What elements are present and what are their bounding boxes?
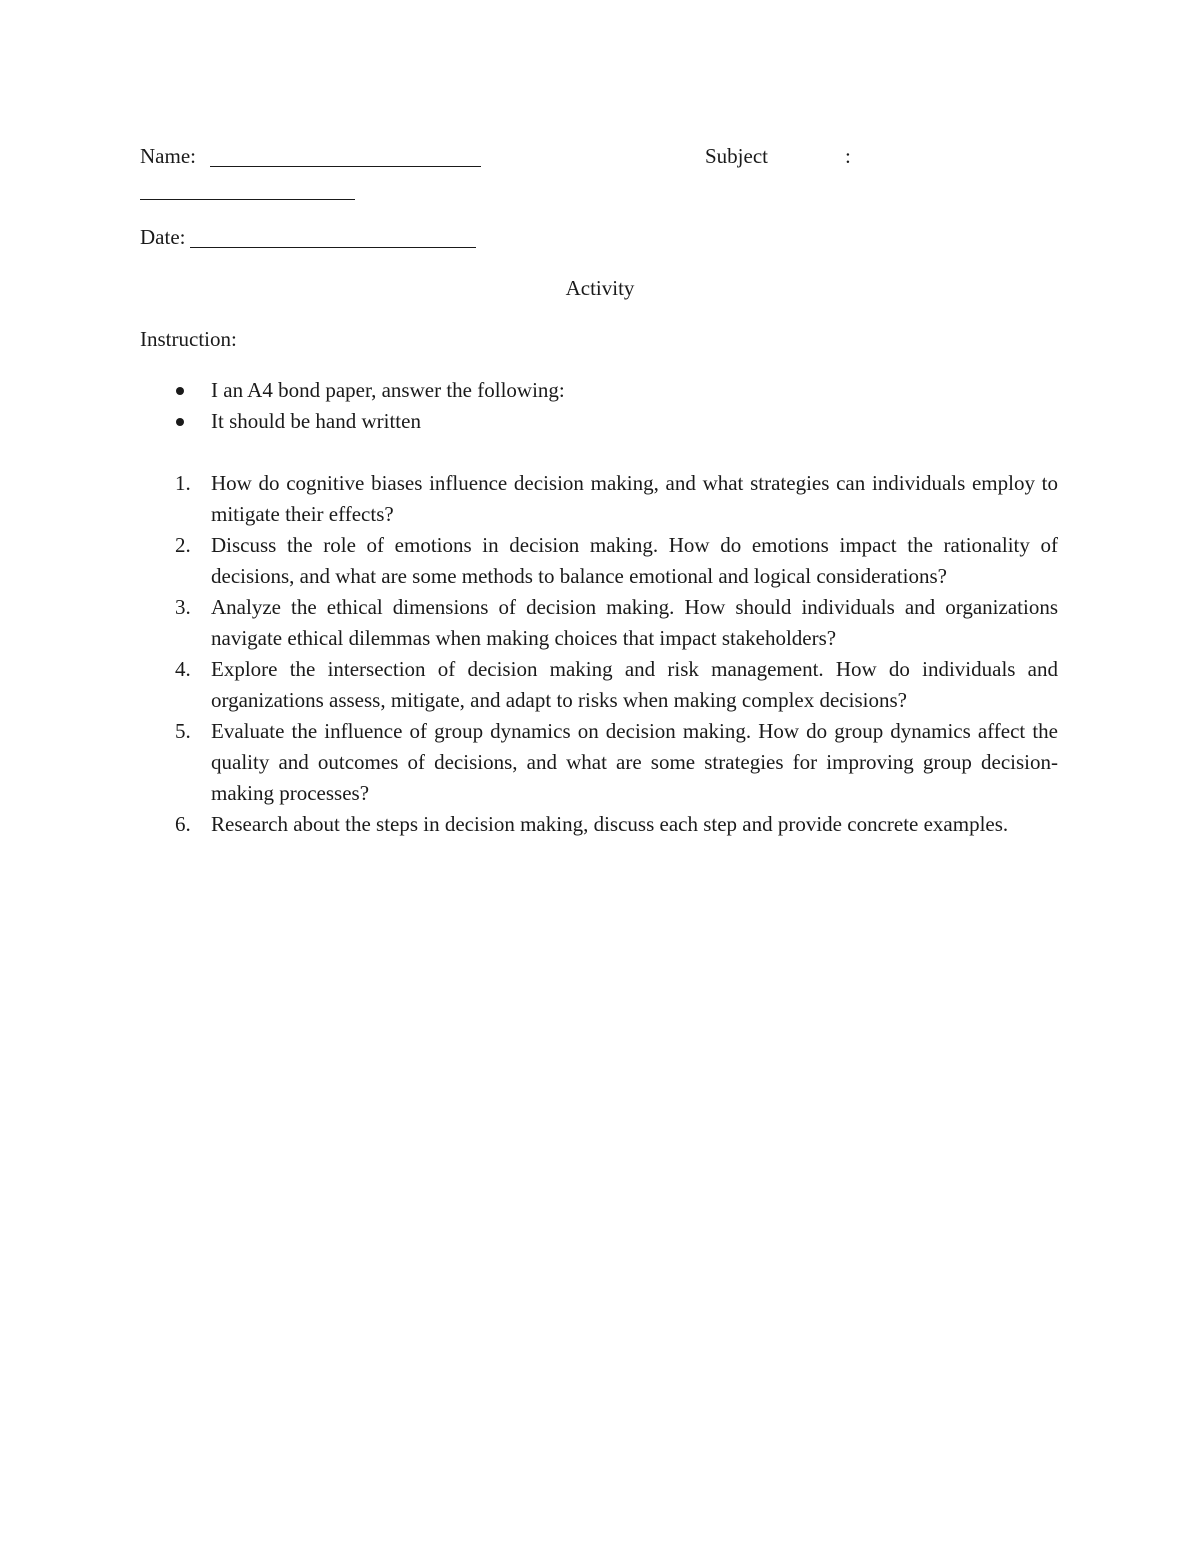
subject-label: Subject: [705, 144, 768, 168]
question-text: Explore the intersection of decision making and risk management. How do individuals and organizations assess, mitigate, and adapt to risks when making complex decisions?: [211, 657, 1058, 712]
question-number: 5.: [175, 719, 191, 743]
question-item: [140, 592, 1058, 654]
question-number: 4.: [175, 657, 191, 681]
activity-title: Activity: [565, 276, 635, 300]
question-list: [140, 468, 1058, 840]
date-label: Date:: [140, 225, 186, 249]
question-text: Evaluate the influence of group dynamics on decision making. How do group dynamics affect the quality and outcomes of decisions, and what are some strategies for improving group decision-making processes?: [211, 719, 1058, 805]
question-item: [140, 468, 1058, 530]
question-item: [140, 530, 1058, 592]
subject-colon: :: [845, 144, 851, 168]
bullet-text: I an A4 bond paper, answer the following:: [211, 378, 565, 402]
bullet-text: It should be hand written: [211, 409, 421, 433]
question-text: Analyze the ethical dimensions of decision making. How should individuals and organizations navigate ethical dilemmas when making choices that impact stakeholders?: [211, 595, 1058, 650]
bullet-item: [140, 406, 1060, 437]
question-item: [140, 809, 1058, 840]
question-item: [140, 654, 1058, 716]
question-number: 3.: [175, 595, 191, 619]
name-label: Name:: [140, 144, 196, 168]
name-blank-line: [210, 166, 481, 167]
question-text: Discuss the role of emotions in decision making. How do emotions impact the rationality of decisions, and what are some methods to balance emotional and logical considerations?: [211, 533, 1058, 588]
question-text: How do cognitive biases influence decision making, and what strategies can individuals employ to mitigate their effects?: [211, 471, 1058, 526]
date-blank-line: [190, 247, 476, 248]
subject-blank-line: [140, 199, 355, 200]
question-number: 6.: [175, 812, 191, 836]
bullet-item: [140, 375, 1060, 406]
question-text: Research about the steps in decision making, discuss each step and provide concrete examples.: [211, 812, 1009, 836]
question-number: 1.: [175, 471, 191, 495]
instruction-label: Instruction:: [140, 327, 237, 351]
question-number: 2.: [175, 533, 191, 557]
bullet-dot-icon: [176, 387, 184, 395]
question-item: [140, 716, 1058, 809]
bullet-dot-icon: [176, 418, 184, 426]
instruction-bullet-list: [140, 375, 1060, 437]
